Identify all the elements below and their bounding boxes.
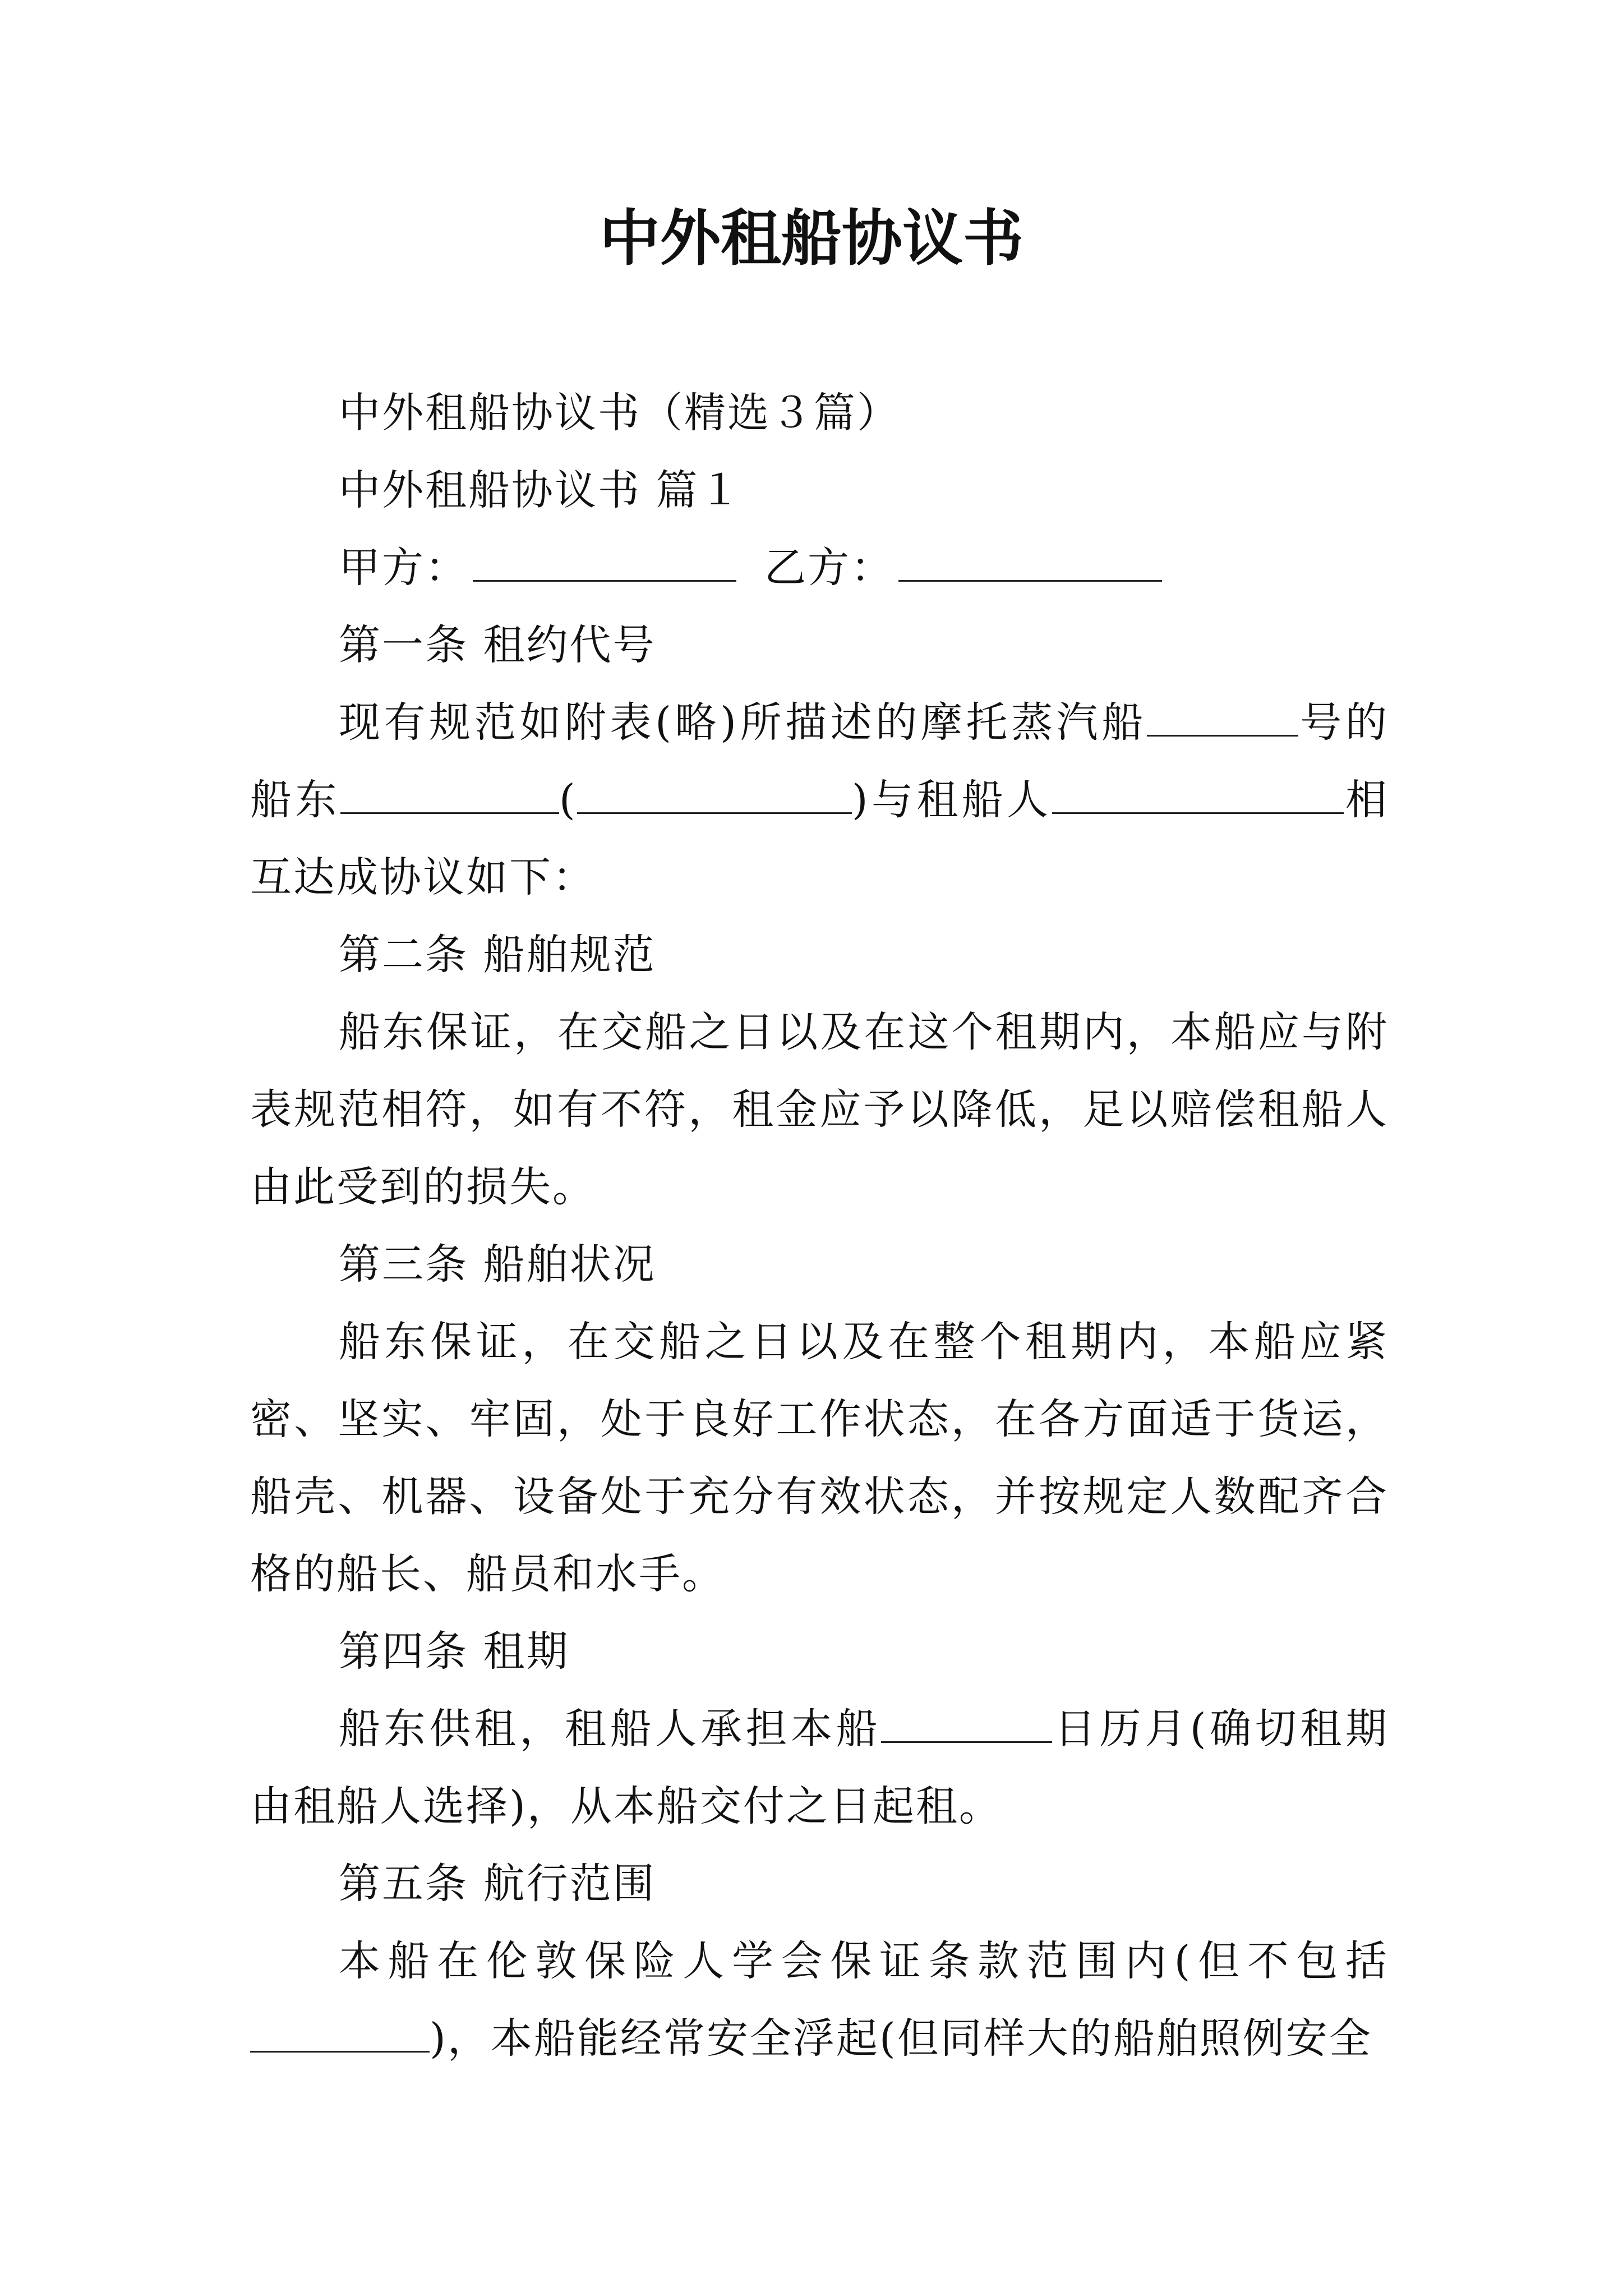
parties-line: [250, 529, 1389, 606]
owner-name-blank: [340, 779, 559, 814]
article-2-text: 船东保证，在交船之日以及在这个租期内，本船应与附表规范相符，如有不符，租金应予以降低，足以赔偿租船人由此受到的损失。: [250, 1008, 1389, 1211]
document-title: 中外租船协议书: [599, 203, 1023, 274]
party-a-label: 甲方：: [339, 544, 468, 592]
article-1-text-3: (: [559, 776, 577, 824]
party-a-blank: [473, 546, 736, 582]
article-4-heading: 第四条 租期: [339, 1627, 570, 1676]
document-subtitle: 中外租船协议书（精选３篇）: [339, 389, 900, 437]
article-3-heading: 第三条 船舶状况: [339, 1240, 656, 1289]
article-1-text-5: 相互达成协议如下：: [250, 776, 1389, 901]
ship-name-blank: [1147, 701, 1298, 737]
article-1-text-4: )与租船人: [851, 776, 1052, 824]
charter-months-blank: [881, 1708, 1052, 1743]
article-4-text-1: 船东供租，租船人承担本船: [339, 1705, 882, 1753]
excluded-area-blank: [250, 2017, 430, 2053]
article-5-text-2: )，本船能经常安全浮起(但同样大的船舶照例安全: [430, 2014, 1372, 2063]
article-5-heading: 第五条 航行范围: [339, 1860, 656, 1908]
party-b-blank: [898, 546, 1162, 582]
document-body: [250, 374, 1389, 2077]
article-4-text-2: 日历月(确切租期由租船人选择)，从本船交付之日起租。: [250, 1705, 1389, 1830]
article-4-text: [250, 1690, 1389, 1845]
article-5-text: [250, 1922, 1389, 2077]
part-heading: 中外租船协议书 篇１: [339, 466, 743, 514]
article-1-text: [250, 684, 1389, 916]
article-5-text-1: 本船在伦敦保险人学会保证条款范围内(但不包括: [339, 1937, 1389, 1985]
article-1-heading: 第一条 租约代号: [339, 621, 656, 669]
charterer-name-blank: [1052, 779, 1344, 814]
party-b-label: 乙方：: [764, 544, 894, 592]
article-2-heading: 第二条 船舶规范: [339, 931, 656, 979]
owner-detail-blank: [577, 779, 852, 814]
article-1-text-2: 号的船东: [250, 698, 1389, 824]
article-1-text-1: 现有规范如附表(略)所描述的摩托蒸汽船: [339, 698, 1147, 747]
article-3-text: 船东保证，在交船之日以及在整个租期内，本船应紧密、坚实、牢固，处于良好工作状态，在各方面适于货运，船壳、机器、设备处于充分有效状态，并按规定人数配齐合格的船长、船员和水手。: [250, 1318, 1389, 1598]
